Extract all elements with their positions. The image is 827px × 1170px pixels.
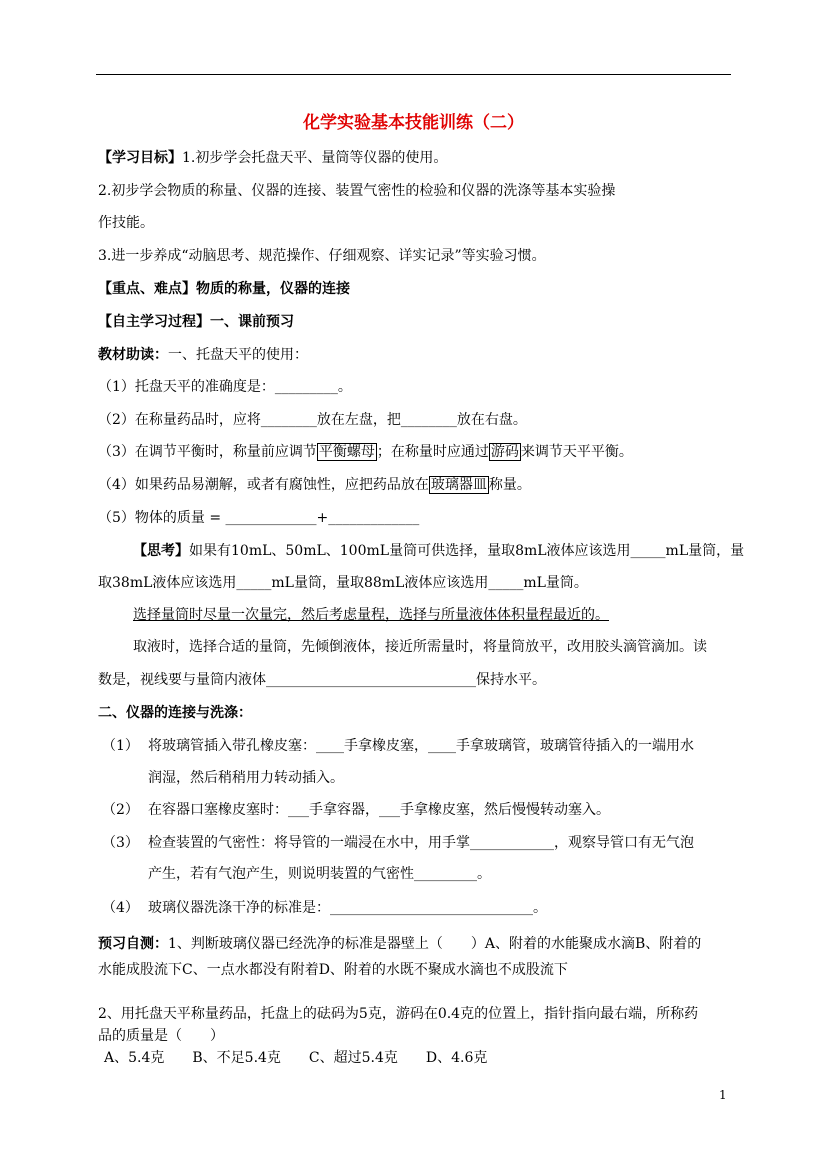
test-line-1 bbox=[98, 934, 701, 954]
balance-item-3-text-a: （3）在调节平衡时，称量前应调节 bbox=[98, 444, 317, 460]
section-2-title: 二、仪器的连接与洗涤： bbox=[98, 705, 252, 721]
page-number: 1 bbox=[719, 1088, 727, 1102]
balance-item-3-text-c: 来调节天平平衡。 bbox=[520, 444, 633, 460]
balance-item-3 bbox=[98, 442, 633, 462]
reading-label: 教材助读： bbox=[98, 347, 168, 363]
test-q2-options: A、5.4克 B、不足5.4克 C、超过5.4克 D、4.6克 bbox=[104, 1050, 488, 1066]
balance-item-4-text-a: （4）如果药品易潮解，或者有腐蚀性，应把药品放在 bbox=[98, 477, 429, 493]
test-q2b: 品的质量是（ ） bbox=[98, 1028, 224, 1044]
balance-item-5: （5）物体的质量 = _____________+_____________ bbox=[98, 510, 420, 526]
balance-item-4 bbox=[98, 475, 531, 495]
think-underlined-note: 选择量筒时尽量一次量完，然后考虑量程，选择与所量液体体积量程最近的。 bbox=[133, 607, 609, 623]
think-para-2: 数是，视线要与量筒内液体______________________________保持水平。 bbox=[98, 672, 546, 688]
think-label: 【思考】 bbox=[133, 543, 189, 559]
section-2-item-1b: 润湿，然后稍稍用力转动插入。 bbox=[148, 770, 344, 786]
think-line-1 bbox=[133, 541, 744, 561]
goals-line-1 bbox=[98, 148, 447, 168]
section-2-num-4: （4） bbox=[102, 900, 139, 916]
balance-item-3-text-b: ；在称量时应通过 bbox=[376, 444, 489, 460]
goal-2b: 作技能。 bbox=[98, 215, 154, 231]
think-para-1: 取液时，选择合适的量筒，先倾倒液体，接近所需量时，将量筒放平，改用胶头滴管滴加。读 bbox=[133, 639, 707, 655]
section-2-num-2: （2） bbox=[102, 802, 139, 818]
goal-3: 3.进一步养成“动脑思考、规范操作、仔细观察、详实记录”等实验习惯。 bbox=[98, 248, 546, 264]
section-2-num-1: （1） bbox=[102, 738, 139, 754]
header-rule bbox=[96, 74, 731, 75]
test-q2a: 2、用托盘天平称量药品，托盘上的砝码为5克，游码在0.4克的位置上，指针指向最右端，所称药 bbox=[98, 1006, 699, 1022]
section-2-item-3b: 产生，若有气泡产生，则说明装置的气密性_________。 bbox=[148, 866, 491, 882]
answer-box-balance-nut: 平衡螺母 bbox=[318, 444, 375, 460]
reading-text: 一、托盘天平的使用： bbox=[168, 347, 308, 363]
process-heading: 【自主学习过程】一、课前预习 bbox=[98, 314, 294, 330]
goal-1: 1.初步学会托盘天平、量筒等仪器的使用。 bbox=[182, 150, 448, 166]
balance-item-2: （2）在称量药品时，应将________放在左盘，把________放在右盘。 bbox=[98, 412, 527, 428]
key-points: 【重点、难点】物质的称量，仪器的连接 bbox=[98, 281, 350, 297]
think-text-1: 如果有10mL、50mL、100mL量筒可供选择，量取8mL液体应该选用_____mL量筒，量 bbox=[189, 543, 745, 559]
section-2-item-3a: 检查装置的气密性：将导管的一端浸在水中，用手掌____________，观察导管口有无气泡 bbox=[148, 835, 694, 851]
test-q1b: 水能成股流下C、一点水都没有附着D、附着的水既不聚成水滴也不成股流下 bbox=[98, 962, 568, 978]
section-2-item-1a: 将玻璃管插入带孔橡皮塞：____手拿橡皮塞，____手拿玻璃管，玻璃管待插入的一端用水 bbox=[148, 738, 694, 754]
goal-2a: 2.初步学会物质的称量、仪器的连接、装置气密性的检验和仪器的洗涤等基本实验操 bbox=[98, 183, 616, 199]
test-label: 预习自测： bbox=[98, 936, 168, 952]
balance-item-4-text-b: 称量。 bbox=[488, 477, 531, 493]
reading-line bbox=[98, 345, 308, 365]
section-2-num-3: （3） bbox=[102, 835, 139, 851]
test-q1a: 1、判断玻璃仪器已经洗净的标准是器壁上（ ）A、附着的水能聚成水滴B、附着的 bbox=[168, 936, 702, 952]
answer-box-rider: 游码 bbox=[490, 444, 519, 460]
page-title: 化学实验基本技能训练（二） bbox=[303, 113, 524, 133]
answer-box-glassware: 玻璃器皿 bbox=[430, 477, 487, 493]
section-2-item-4: 玻璃仪器洗涤干净的标准是：_____________________________。 bbox=[148, 900, 547, 916]
section-2-item-2: 在容器口塞橡皮塞时：___手拿容器，___手拿橡皮塞，然后慢慢转动塞入。 bbox=[148, 802, 610, 818]
balance-item-1: （1）托盘天平的准确度是：_________。 bbox=[98, 379, 352, 395]
goals-label: 【学习目标】 bbox=[98, 150, 182, 166]
think-line-2: 取38mL液体应该选用_____mL量筒，量取88mL液体应该选用_____mL量筒。 bbox=[98, 575, 588, 591]
